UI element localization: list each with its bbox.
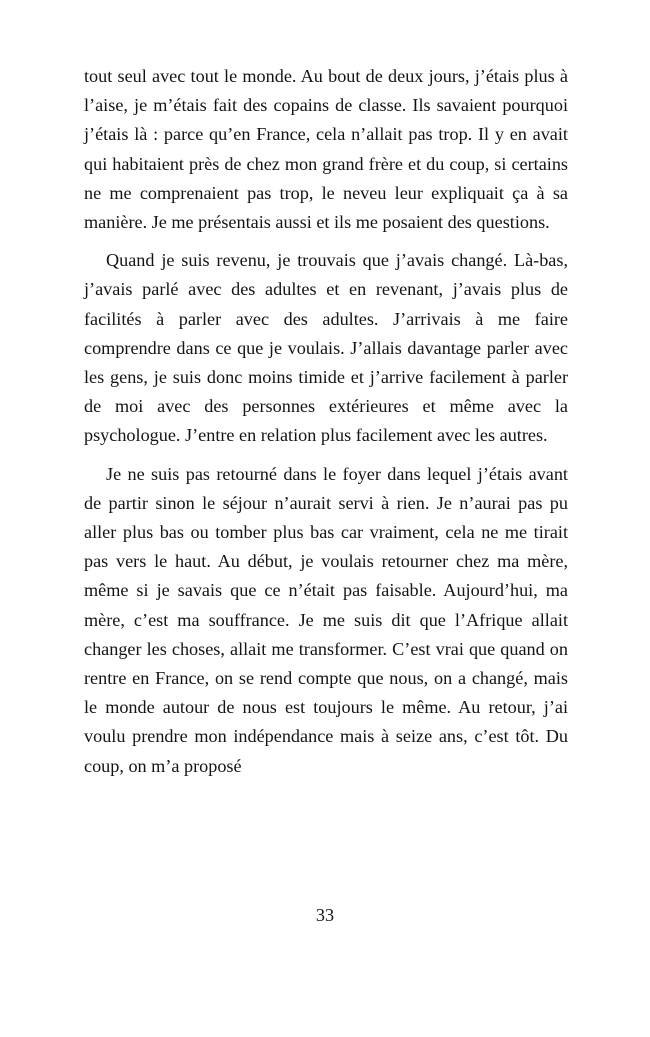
page-body-text [84, 62, 568, 781]
paragraph-2: Quand je suis revenu, je trouvais que j’avais changé. Là-bas, j’avais parlé avec des adultes et en revenant, j’avais plus de facilités à parler avec des adultes. J’arrivais à me faire comprendre dans ce que je voulais. J’allais davantage parler avec les gens, je suis donc moins timide et j’arrive facilement à parler de moi avec des personnes extérieures et même avec la psychologue. J’entre en relation plus facilement avec les autres. [84, 250, 568, 446]
page-number: 33 [315, 905, 335, 925]
paragraph-1: tout seul avec tout le monde. Au bout de deux jours, j’étais plus à l’aise, je m’étais fait des copains de classe. Ils savaient pourquoi j’étais là : parce qu’en France, cela n’allait pas trop. Il y en avait qui habitaient près de chez mon grand frère et du coup, si certains ne me comprenaient pas trop, le neveu leur expliquait ça à sa manière. Je me présentais aussi et ils me posaient des questions. [84, 66, 568, 233]
paragraph-3: Je ne suis pas retourné dans le foyer dans lequel j’étais avant de partir sinon le séjour n’aurait servi à rien. Je n’aurai pas pu aller plus bas ou tomber plus bas car vraiment, cela ne me tirait pas vers le haut. Au début, je voulais retourner chez ma mère, même si je savais que ce n’était pas faisable. Aujourd’hui, ma mère, c’est ma souffrance. Je me suis dit que l’Afrique allait changer les choses, allait me transformer. C’est vrai que quand on rentre en France, on se rend compte que nous, on a changé, mais le monde autour de nous est toujours le même. Au retour, j’ai voulu prendre mon indépendance mais à seize ans, c’est tôt. Du coup, on m’a proposé [84, 463, 568, 776]
